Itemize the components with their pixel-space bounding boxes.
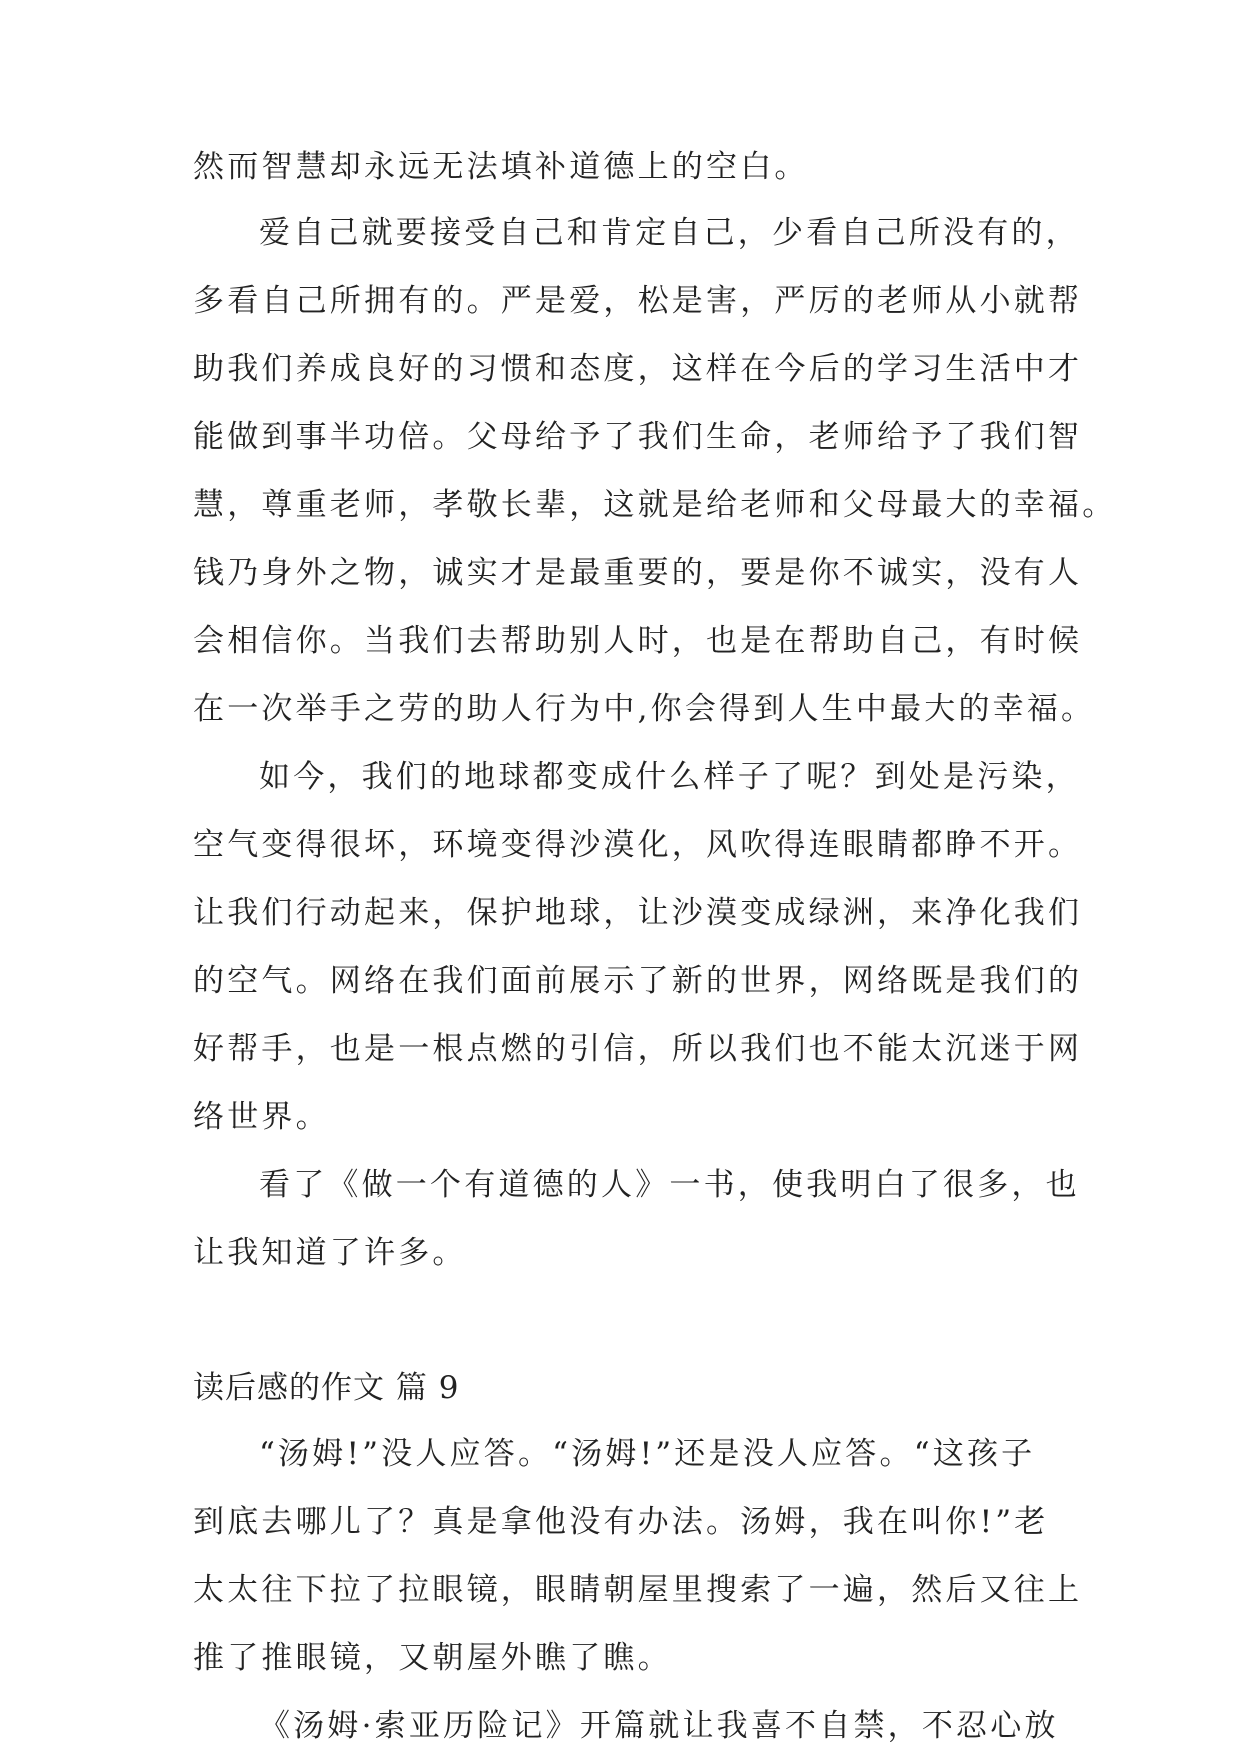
text-line: 到底去哪儿了？真是拿他没有办法。汤姆，我在叫你!”老 — [193, 1504, 1049, 1540]
text-line: 会相信你。当我们去帮助别人时，也是在帮助自己，有时候 — [193, 623, 1083, 659]
text-line: 看了《做一个有道德的人》一书，使我明白了很多，也 — [259, 1167, 1080, 1203]
text-line: 好帮手，也是一根点燃的引信，所以我们也不能太沉迷于网 — [193, 1031, 1083, 1067]
text-line: 如今，我们的地球都变成什么样子了呢？到处是污染， — [259, 759, 1080, 795]
text-line: 让我知道了许多。 — [193, 1235, 467, 1271]
text-line: 让我们行动起来，保护地球，让沙漠变成绿洲，来净化我们 — [193, 895, 1083, 931]
text-line: 《汤姆·索亚历险记》开篇就让我喜不自禁，不忍心放 — [259, 1708, 1059, 1744]
text-line: 助我们养成良好的习惯和态度，这样在今后的学习生活中才 — [193, 351, 1083, 387]
text-line: 能做到事半功倍。父母给予了我们生命，老师给予了我们智 — [193, 419, 1083, 455]
text-line: 络世界。 — [193, 1099, 330, 1135]
text-line: 然而智慧却永远无法填补道德上的空白。 — [193, 149, 809, 185]
text-line: 太太往下拉了拉眼镜，眼睛朝屋里搜索了一遍，然后又往上 — [193, 1572, 1083, 1608]
text-line: 空气变得很坏，环境变得沙漠化，风吹得连眼睛都睁不开。 — [193, 827, 1083, 863]
text-line: “汤姆!”没人应答。“汤姆!”还是没人应答。“这孩子 — [259, 1436, 1036, 1472]
text-line: 在一次举手之劳的助人行为中,你会得到人生中最大的幸福。 — [193, 691, 1096, 727]
text-line: 钱乃身外之物，诚实才是最重要的，要是你不诚实，没有人 — [193, 555, 1083, 591]
text-line: 爱自己就要接受自己和肯定自己，少看自己所没有的， — [259, 215, 1080, 251]
text-line: 多看自己所拥有的。严是爱，松是害，严厉的老师从小就帮 — [193, 283, 1083, 319]
text-line: 的空气。网络在我们面前展示了新的世界，网络既是我们的 — [193, 963, 1083, 999]
text-line: 慧，尊重老师，孝敬长辈，这就是给老师和父母最大的幸福。 — [193, 487, 1117, 523]
text-line: 推了推眼镜，又朝屋外瞧了瞧。 — [193, 1640, 672, 1676]
section-heading: 读后感的作文 篇 9 — [193, 1370, 460, 1406]
